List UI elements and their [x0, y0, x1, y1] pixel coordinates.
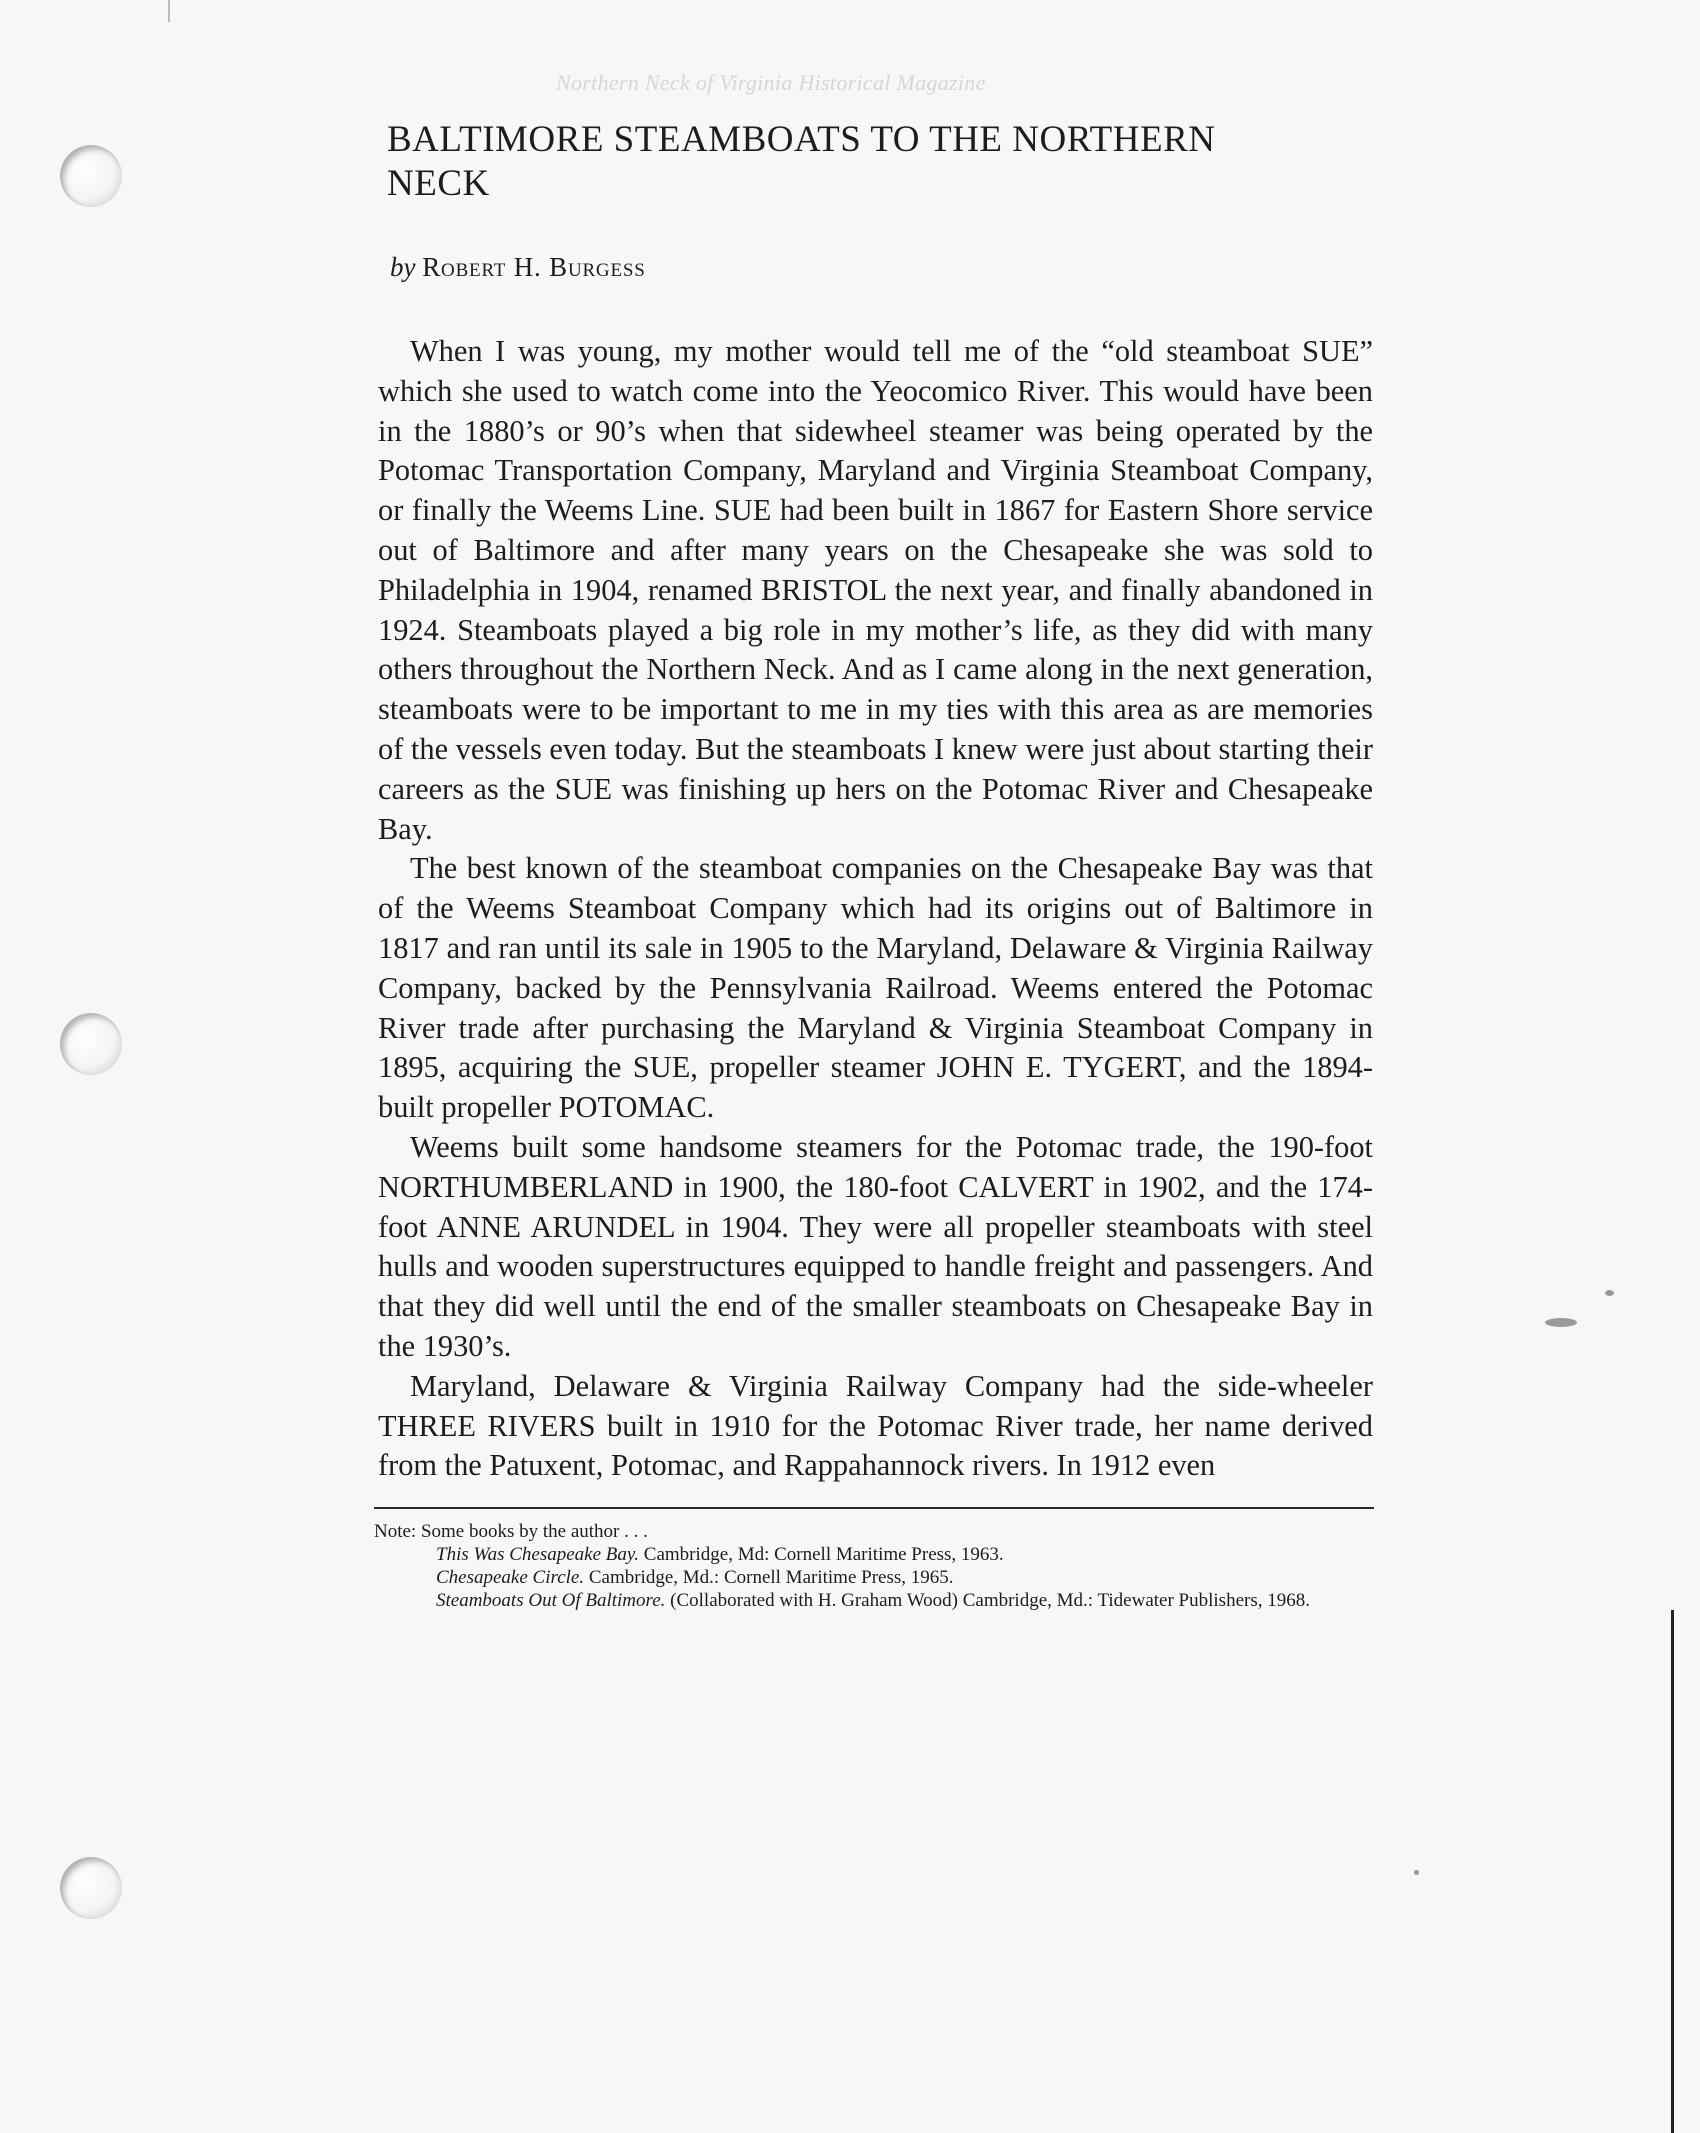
binder-hole-middle	[60, 1013, 122, 1075]
book-entry	[436, 1543, 1374, 1566]
book-details: (Collaborated with H. Graham Wood) Cambridge, Md.: Tidewater Publishers, 1968.	[670, 1590, 1310, 1611]
footnote-rule	[374, 1507, 1374, 1509]
article-title: BALTIMORE STEAMBOATS TO THE NORTHERN NECK	[387, 119, 1216, 204]
article-body	[378, 332, 1373, 1486]
book-title: Chesapeake Circle.	[436, 1567, 585, 1588]
book-title: This Was Chesapeake Bay.	[436, 1544, 640, 1565]
footnote-heading: Note: Some books by the author . . .	[374, 1521, 648, 1542]
paragraph: Maryland, Delaware & Virginia Railway Company had the side-wheeler THREE RIVERS built in 1910 for the Potomac River trade, her name derived from the Patuxent, Potomac, and Rappahannock rivers. In 1912 even	[378, 1368, 1373, 1483]
scan-speck	[1414, 1870, 1419, 1875]
binder-hole-bottom	[60, 1857, 122, 1919]
book-title: Steamboats Out Of Baltimore.	[436, 1590, 666, 1611]
show-through-running-head: Northern Neck of Virginia Historical Magazine	[556, 70, 986, 95]
scan-edge-line	[1671, 1610, 1674, 2133]
paragraph: The best known of the steamboat companies on the Chesapeake Bay was that of the Weems Steamboat Company which had its origins out of Baltimore in 1817 and ran until its sale in 1905 to the Maryland, Delaware & Virginia Railway Company, backed by the Pennsylvania Railroad. Weems entered the Potomac River trade after purchasing the Maryland & Virginia Steamboat Company in 1895, acquiring the SUE, propeller steamer JOHN E. TYGERT, and the 1894-built propeller POTOMAC.	[378, 851, 1373, 1125]
book-list	[374, 1543, 1374, 1612]
paragraph: When I was young, my mother would tell me of the “old steamboat SUE” which she used to watch come into the Yeocomico River. This would have been in the 1880’s or 90’s when that sidewheel steamer was being operated by the Potomac Transportation Company, Maryland and Virginia Steamboat Company, or finally the Weems Line. SUE had been built in 1867 for Eastern Shore service out of Baltimore and after many years on the Chesapeake she was sold to Philadelphia in 1904, renamed BRISTOL the next year, and finally abandoned in 1924. Steamboats played a big role in my mother’s life, as they did with many others throughout the Northern Neck. And as I came along in the next generation, steamboats were to be important to me in my ties with this area as are memories of the vessels even today. But the steamboats I knew were just about starting their careers as the SUE was finishing up hers on the Potomac River and Chesapeake Bay.	[378, 334, 1373, 846]
scan-speck	[1545, 1318, 1577, 1327]
book-entry	[436, 1589, 1374, 1612]
book-details: Cambridge, Md.: Cornell Maritime Press, 1965.	[588, 1567, 954, 1588]
book-details: Cambridge, Md: Cornell Maritime Press, 1963.	[643, 1544, 1004, 1565]
binder-hole-top	[60, 145, 122, 207]
scan-edge-mark	[168, 0, 170, 22]
paragraph: Weems built some handsome steamers for the Potomac trade, the 190-foot NORTHUMBERLAND in 1900, the 180-foot CALVERT in 1902, and the 174-foot ANNE ARUNDEL in 1904. They were all propeller steamboats with steel hulls and wooden superstructures equipped to handle freight and passengers. And that they did well until the end of the smaller steamboats on Chesapeake Bay in the 1930’s.	[378, 1129, 1373, 1363]
author-name: Robert H. Burgess	[422, 252, 646, 282]
byline	[390, 252, 646, 283]
book-entry	[436, 1566, 1374, 1589]
byline-prefix: by	[390, 252, 416, 282]
footnote	[374, 1520, 1374, 1612]
scan-speck	[1605, 1290, 1614, 1296]
